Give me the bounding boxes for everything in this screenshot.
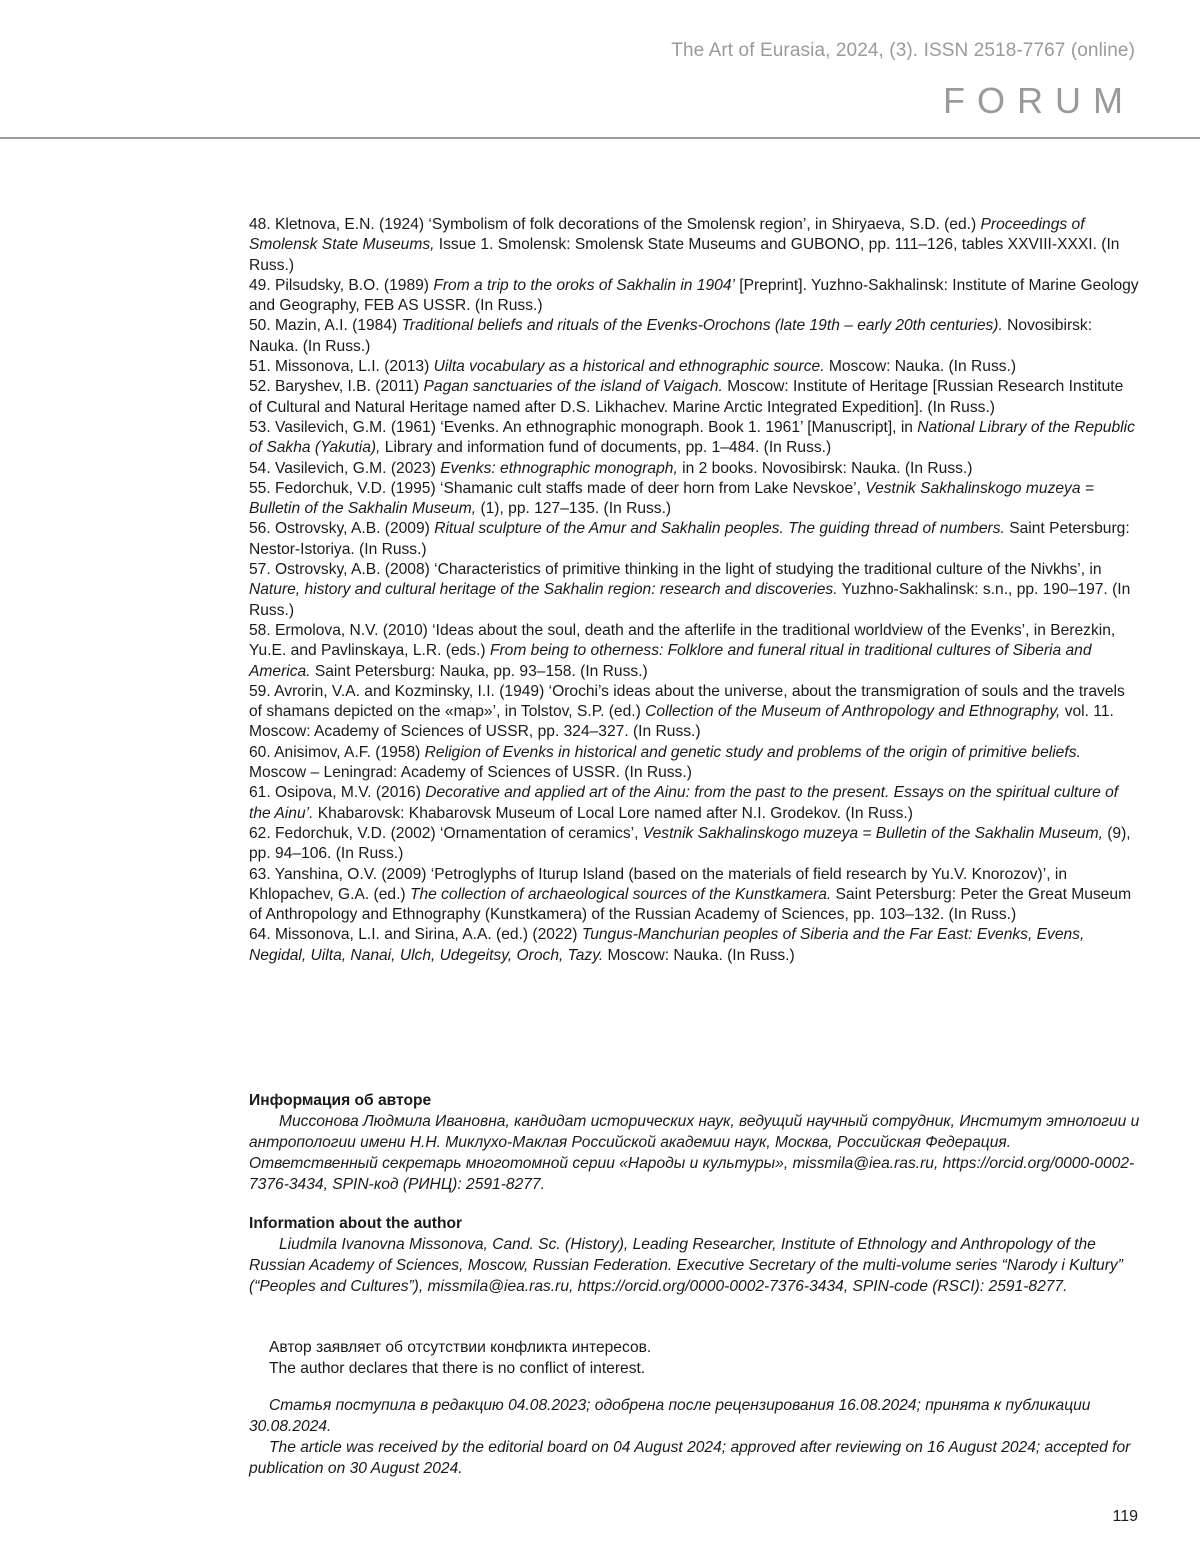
reference-item bbox=[249, 316, 1139, 357]
reference-item bbox=[249, 560, 1139, 621]
reference-text: 62. Fedorchuk, V.D. (2002) ‘Ornamentation of ceramics’, bbox=[249, 824, 643, 842]
reference-text: 60. Anisimov, A.F. (1958) bbox=[249, 743, 425, 761]
reference-item bbox=[249, 459, 1139, 479]
reference-text: 54. Vasilevich, G.M. (2023) bbox=[249, 459, 441, 477]
reference-item bbox=[249, 824, 1139, 865]
reference-text: 49. Pilsudsky, B.O. (1989) bbox=[249, 276, 434, 294]
author-info-en-text: Liudmila Ivanovna Missonova, Cand. Sc. (History), Leading Researcher, Institute of Ethnology and Anthropology of the Russian Academy of Sciences, Moscow, Russian Federation. Executive Secretary of the multi-volume series “Narody i Kultury” (“Peoples and Cultures”), missmila@iea.ras.ru, https://orcid.org/0000-0002-7376-3434, SPIN-code (RSCI): 2591-8277. bbox=[249, 1236, 1123, 1295]
reference-text: Moscow: Institute of Heritage [Russian Research Institute of Cultural and Natural Heritage named after D.S. Likhachev. Marine Arctic Integrated Expedition]. (In Russ.) bbox=[249, 378, 1124, 416]
reference-item bbox=[249, 215, 1139, 276]
reference-text: Saint Petersburg: Nauka, pp. 93–158. (In Russ.) bbox=[310, 662, 648, 680]
reference-text: 59. Avrorin, V.A. and Kozminsky, I.I. (1949) ‘Orochi’s ideas about the universe, about the transmigration of souls and the travels of shamans depicted on the «map»’, in Tolstov, S.P. (ed.) bbox=[249, 682, 1125, 721]
reference-item bbox=[249, 276, 1139, 317]
reference-title: From a trip to the oroks of Sakhalin in 1904’ bbox=[433, 276, 735, 294]
reference-text: 56. Ostrovsky, A.B. (2009) bbox=[249, 520, 435, 538]
reference-title: National Library of the Republic of Sakha (Yakutia), bbox=[249, 418, 1135, 457]
reference-item bbox=[249, 743, 1139, 784]
reference-text: 58. Ermolova, N.V. (2010) ‘Ideas about the soul, death and the afterlife in the traditional worldview of the Evenks’, in Berezkin, Yu.E. and Pavlinskaya, L.R. (eds.) bbox=[249, 621, 1116, 660]
dates-en: The article was received by the editorial board on 04 August 2024; approved after reviewing on 16 August 2024; accepted for publication on 30 August 2024. bbox=[249, 1439, 1131, 1477]
reference-title: Evenks: ethnographic monograph, bbox=[440, 459, 678, 477]
journal-citation: The Art of Eurasia, 2024, (3). ISSN 2518-7767 (online) bbox=[671, 40, 1135, 61]
reference-title: Religion of Evenks in historical and genetic study and problems of the origin of primitive beliefs. bbox=[424, 743, 1081, 761]
reference-text: Khabarovsk: Khabarovsk Museum of Local Lore named after N.I. Grodekov. (In Russ.) bbox=[313, 804, 913, 822]
reference-text: Yuzhno-Sakhalinsk: s.n., pp. 190–197. (In Russ.) bbox=[249, 581, 1131, 619]
reference-title: Pagan sanctuaries of the island of Vaigach. bbox=[423, 378, 723, 396]
conflict-statement bbox=[249, 1337, 1144, 1379]
reference-list bbox=[249, 215, 1139, 966]
reference-text: Novosibirsk: Nauka. (In Russ.) bbox=[249, 317, 1093, 355]
reference-title: Traditional beliefs and rituals of the Evenks-Orochons (late 19th – early 20th centuries). bbox=[401, 317, 1003, 335]
author-info-ru-text: Миссонова Людмила Ивановна, кандидат исторических наук, ведущий научный сотрудник, Институт этнологии и антропологии имени Н.Н. Миклухо-Маклая Российской академии наук, Москва, Российская Федерация. Ответственный секретарь многотомной серии «Народы и культуры», missmila@iea.ras.ru, https://orcid.org/0000-0002-7376-3434, SPIN-код (РИНЦ): 2591-8277. bbox=[249, 1113, 1140, 1193]
reference-item bbox=[249, 418, 1139, 459]
reference-item bbox=[249, 925, 1139, 966]
reference-text: Library and information fund of documents, pp. 1–484. (In Russ.) bbox=[380, 439, 832, 457]
reference-title: Ritual sculpture of the Amur and Sakhalin peoples. The guiding thread of numbers. bbox=[434, 520, 1005, 538]
reference-text: Issue 1. Smolensk: Smolensk State Museums and GUBONO, pp. 111–126, tables XXVIII-XXXI. (In Russ.) bbox=[249, 236, 1120, 274]
dates-ru: Статья поступила в редакцию 04.08.2023; одобрена после рецензирования 16.08.2024; принята к публикации 30.08.2024. bbox=[249, 1397, 1091, 1435]
reference-text: (1), pp. 127–135. (In Russ.) bbox=[476, 500, 672, 518]
author-info-en-heading: Information about the author bbox=[249, 1215, 463, 1232]
reference-item bbox=[249, 621, 1139, 682]
reference-text: 51. Missonova, L.I. (2013) bbox=[249, 358, 434, 376]
reference-item bbox=[249, 479, 1139, 520]
reference-title: The collection of archaeological sources of the Kunstkamera. bbox=[409, 885, 832, 903]
reference-text: Saint Petersburg: Peter the Great Museum of Anthropology and Ethnography (Kunstkamera) of the Russian Academy of Sciences, pp. 103–132. (In Russ.) bbox=[249, 885, 1132, 924]
reference-text: 50. Mazin, A.I. (1984) bbox=[249, 317, 402, 335]
reference-title: Proceedings of Smolensk State Museums, bbox=[249, 216, 1085, 254]
author-info-ru-heading: Информация об авторе bbox=[249, 1092, 432, 1109]
reference-text: 63. Yanshina, O.V. (2009) ‘Petroglyphs of Iturup Island (based on the materials of field research by Yu.V. Knorozov)’, in Khlopachev, G.A. (ed.) bbox=[249, 865, 1067, 903]
reference-text: 61. Osipova, M.V. (2016) bbox=[249, 784, 426, 802]
reference-item bbox=[249, 682, 1139, 743]
conflict-ru: Автор заявляет об отсутствии конфликта интересов. bbox=[269, 1339, 652, 1356]
reference-item bbox=[249, 519, 1139, 560]
section-title: FORUM bbox=[943, 80, 1135, 121]
reference-text: Saint Petersburg: Nestor-Istoriya. (In Russ.) bbox=[249, 520, 1130, 558]
reference-text: 55. Fedorchuk, V.D. (1995) ‘Shamanic cult staffs made of deer horn from Lake Nevskoe’, bbox=[249, 479, 866, 497]
reference-text: Moscow: Nauka. (In Russ.) bbox=[824, 358, 1017, 376]
reference-text: vol. 11. Moscow: Academy of Sciences of USSR, pp. 324–327. (In Russ.) bbox=[249, 703, 1114, 741]
reference-title: Nature, history and cultural heritage of the Sakhalin region: research and discoveries. bbox=[249, 581, 838, 599]
reference-text: 48. Kletnova, E.N. (1924) ‘Symbolism of folk decorations of the Smolensk region’, in Shiryaeva, S.D. (ed.) bbox=[249, 216, 981, 233]
reference-text: 53. Vasilevich, G.M. (1961) ‘Evenks. An ethnographic monograph. Book 1. 1961’ [Manuscript], in bbox=[249, 418, 918, 436]
reference-title: Vestnik Sakhalinskogo muzeya = Bulletin of the Sakhalin Museum, bbox=[249, 479, 1094, 518]
reference-item bbox=[249, 377, 1139, 418]
conflict-en: The author declares that there is no conflict of interest. bbox=[269, 1360, 646, 1377]
reference-text: 52. Baryshev, I.B. (2011) bbox=[249, 378, 424, 396]
reference-title: Uilta vocabulary as a historical and ethnographic source. bbox=[433, 358, 825, 376]
reference-text: Moscow – Leningrad: Academy of Sciences of USSR. (In Russ.) bbox=[249, 764, 692, 782]
reference-title: From being to otherness: Folklore and funeral ritual in traditional cultures of Siberia and America. bbox=[249, 642, 1092, 680]
reference-item bbox=[249, 783, 1139, 824]
reference-item bbox=[249, 865, 1139, 926]
author-info-en bbox=[249, 1213, 1144, 1297]
reference-title: Vestnik Sakhalinskogo muzeya = Bulletin of the Sakhalin Museum, bbox=[642, 824, 1103, 842]
reference-title: Tungus-Manchurian peoples of Siberia and the Far East: Evenks, Evens, Negidal, Uilta, Nanai, Ulch, Udegeitsy, Oroch, Tazy. bbox=[249, 926, 1085, 964]
page-number: 119 bbox=[1112, 1508, 1138, 1525]
reference-text: (9), pp. 94–106. (In Russ.) bbox=[249, 824, 1131, 863]
header-divider bbox=[0, 137, 1200, 139]
reference-title: Collection of the Museum of Anthropology and Ethnography, bbox=[645, 703, 1061, 721]
reference-text: 64. Missonova, L.I. and Sirina, A.A. (ed.) (2022) bbox=[249, 926, 582, 944]
author-info-ru bbox=[249, 1090, 1144, 1195]
reference-text: in 2 books. Novosibirsk: Nauka. (In Russ.) bbox=[677, 459, 973, 477]
reference-text: Moscow: Nauka. (In Russ.) bbox=[603, 946, 795, 964]
reference-text: [Preprint]. Yuzhno-Sakhalinsk: Institute of Marine Geology and Geography, FEB AS USSR. (In Russ.) bbox=[249, 276, 1139, 315]
reference-text: 57. Ostrovsky, A.B. (2008) ‘Characteristics of primitive thinking in the light of studying the traditional culture of the Nivkhs’, in bbox=[249, 561, 1102, 579]
reference-title: Decorative and applied art of the Ainu: from the past to the present. Essays on the spiritual culture of the Ainu’. bbox=[249, 784, 1119, 822]
article-dates bbox=[249, 1395, 1144, 1479]
reference-item bbox=[249, 357, 1139, 377]
